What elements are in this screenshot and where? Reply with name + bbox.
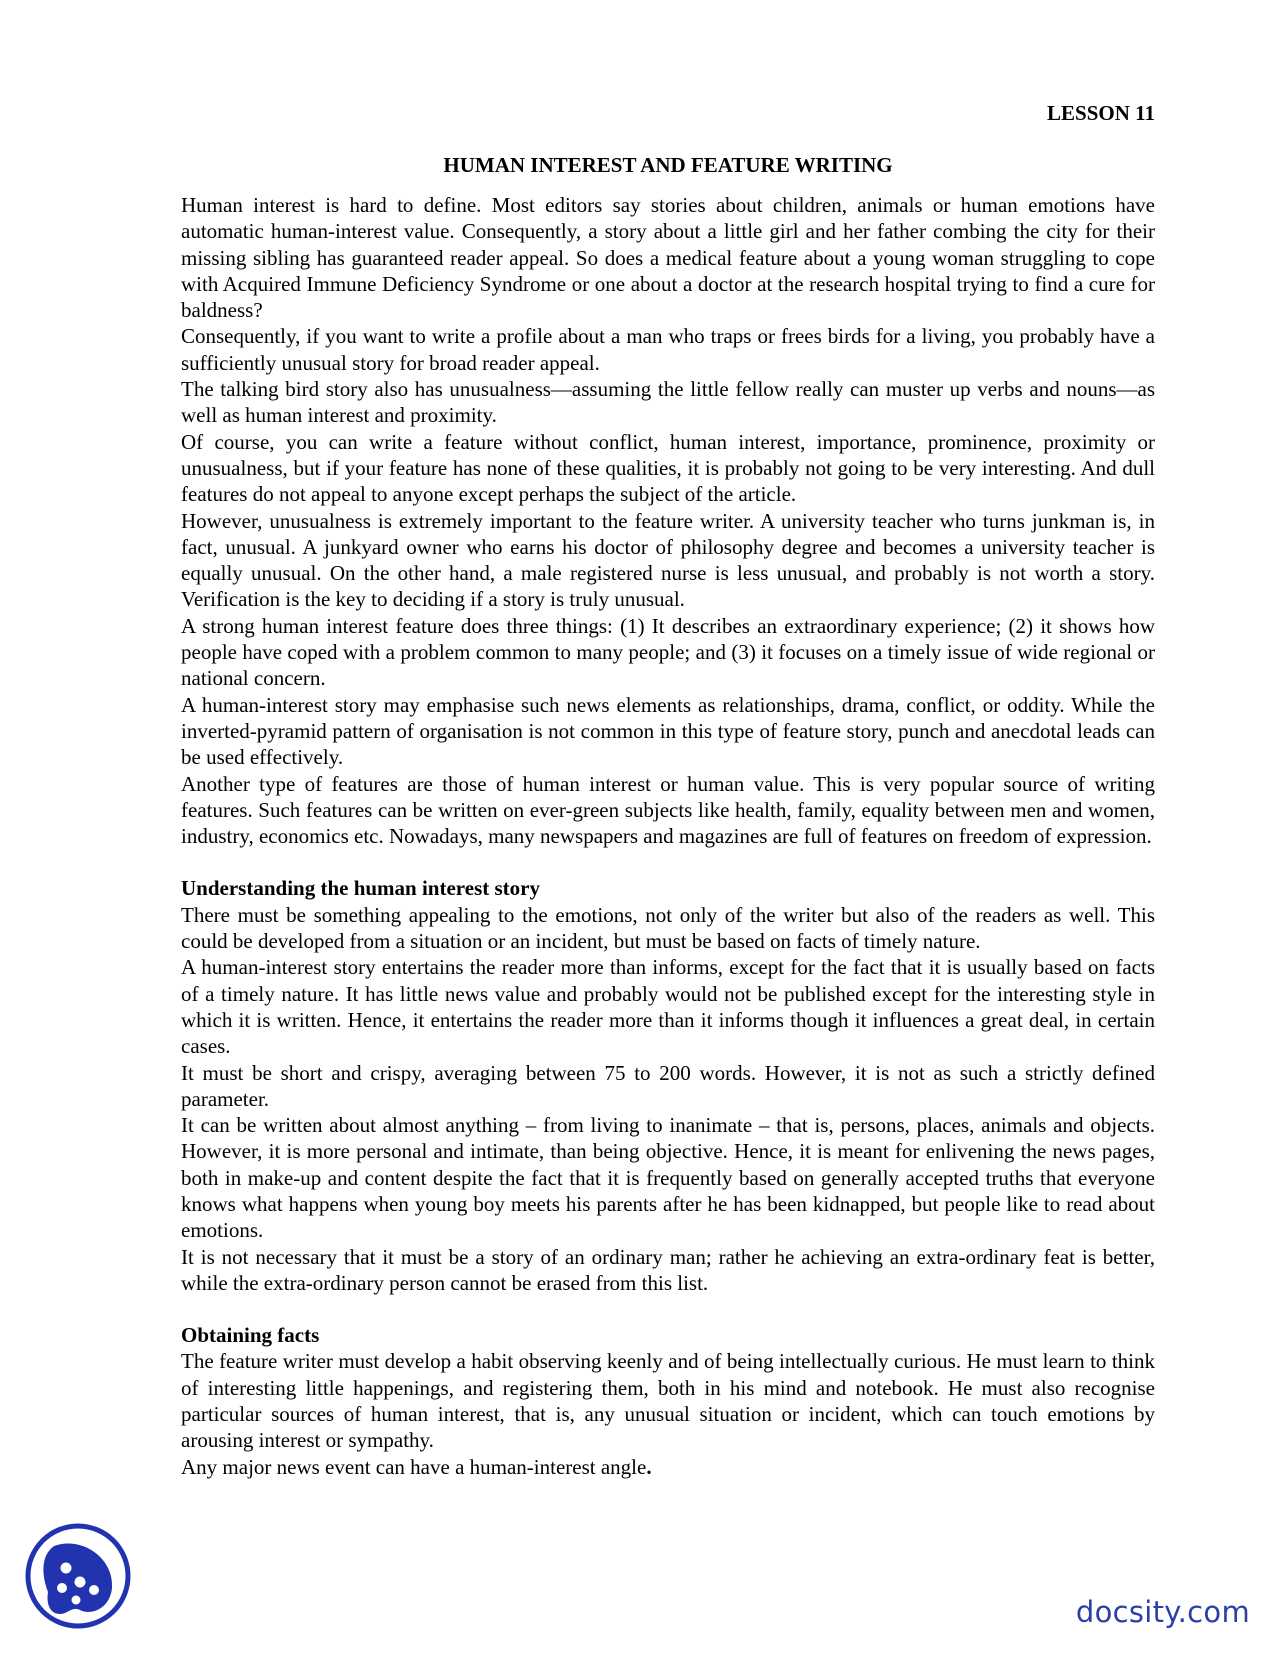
paragraph: The feature writer must develop a habit observing keenly and of being intellectually curious. He must learn to think of interesting little happenings, and registering them, both in his mind and notebook. He must also recognise particular sources of human interest, that is, any unusual situation or incident, which can touch emotions by arousing interest or sympathy. xyxy=(181,1349,1155,1453)
paragraph: Human interest is hard to define. Most editors say stories about children, animals or human emotions have automatic human-interest value. Consequently, a story about a little girl and her father combing the city for their missing sibling has guaranteed reader appeal. So does a medical feature about a young woman struggling to cope with Acquired Immune Deficiency Syndrome or one about a doctor at the research hospital trying to find a cure for baldness? xyxy=(181,193,1155,323)
section-obtaining-facts xyxy=(181,1322,1155,1480)
paragraph: Of course, you can write a feature without conflict, human interest, importance, prominence, proximity or unusualness, but if your feature has none of these qualities, it is probably not going to be very interesting. And dull features do not appeal to anyone except perhaps the subject of the article. xyxy=(181,429,1155,507)
page-title: HUMAN INTEREST AND FEATURE WRITING xyxy=(443,153,893,177)
section-understanding xyxy=(181,875,1155,1296)
paragraph: A strong human interest feature does three things: (1) It describes an extraordinary experience; (2) it shows how people have coped with a problem common to many people; and (3) it focuses on a timely issue of wide regional or national concern. xyxy=(181,613,1155,691)
paragraph: Another type of features are those of human interest or human value. This is very popular source of writing features. Such features can be written on ever-green subjects like health, family, equality between men and women, industry, economics etc. Nowadays, many newspapers and magazines are full of features on freedom of expression. xyxy=(181,771,1155,849)
paragraph: It must be short and crispy, averaging between 75 to 200 words. However, it is not as such a strictly defined parameter. xyxy=(181,1060,1155,1111)
docsity-watermark[interactable]: docsity.com xyxy=(1075,1595,1250,1629)
paragraph: The talking bird story also has unusualness—assuming the little fellow really can muster up verbs and nouns—as well as human interest and proximity. xyxy=(181,377,1155,428)
paragraph: A human-interest story entertains the reader more than informs, except for the fact that it is usually based on facts of a timely nature. It has little news value and probably would not be published except for the interesting style in which it is written. Hence, it entertains the reader more than it informs though it influences a great deal, in certain cases. xyxy=(181,955,1155,1059)
paragraph: It is not necessary that it must be a story of an ordinary man; rather he achieving an extra-ordinary feat is better, while the extra-ordinary person cannot be erased from this list. xyxy=(181,1244,1155,1295)
document-page xyxy=(181,100,1155,1480)
paragraph: A human-interest story may emphasise such news elements as relationships, drama, conflict, or oddity. While the inverted-pyramid pattern of organisation is not common in this type of feature story, punch and anecdotal leads can be used effectively. xyxy=(181,692,1155,770)
docsity-logo-icon xyxy=(22,1518,134,1634)
final-line-period: . xyxy=(646,1454,652,1479)
section-heading: Obtaining facts xyxy=(181,1323,320,1348)
final-paragraph xyxy=(181,1454,1155,1480)
paragraph: Consequently, if you want to write a profile about a man who traps or frees birds for a living, you probably have a sufficiently unusual story for broad reader appeal. xyxy=(181,324,1155,375)
section-heading: Understanding the human interest story xyxy=(181,876,540,901)
final-line-text: Any major news event can have a human-interest angle xyxy=(181,1454,647,1479)
paragraph: There must be something appealing to the emotions, not only of the writer but also of the readers as well. This could be developed from a situation or an incident, but must be based on facts of timely nature. xyxy=(181,902,1155,954)
intro-section xyxy=(181,192,1155,849)
paragraph: However, unusualness is extremely important to the feature writer. A university teacher who turns junkman is, in fact, unusual. A junkyard owner who earns his doctor of philosophy degree and becomes a university teacher is equally unusual. On the other hand, a male registered nurse is less unusual, and probably is not worth a story. Verification is the key to deciding if a story is truly unusual. xyxy=(181,508,1155,612)
lesson-number: LESSON 11 xyxy=(1047,101,1155,125)
paragraph: It can be written about almost anything – from living to inanimate – that is, persons, places, animals and objects. However, it is more personal and intimate, than being objective. Hence, it is meant for enlivening the news pages, both in make-up and content despite the fact that it is frequently based on generally accepted truths that everyone knows what happens when young boy meets his parents after he has been kidnapped, but people like to read about emotions. xyxy=(181,1113,1155,1243)
